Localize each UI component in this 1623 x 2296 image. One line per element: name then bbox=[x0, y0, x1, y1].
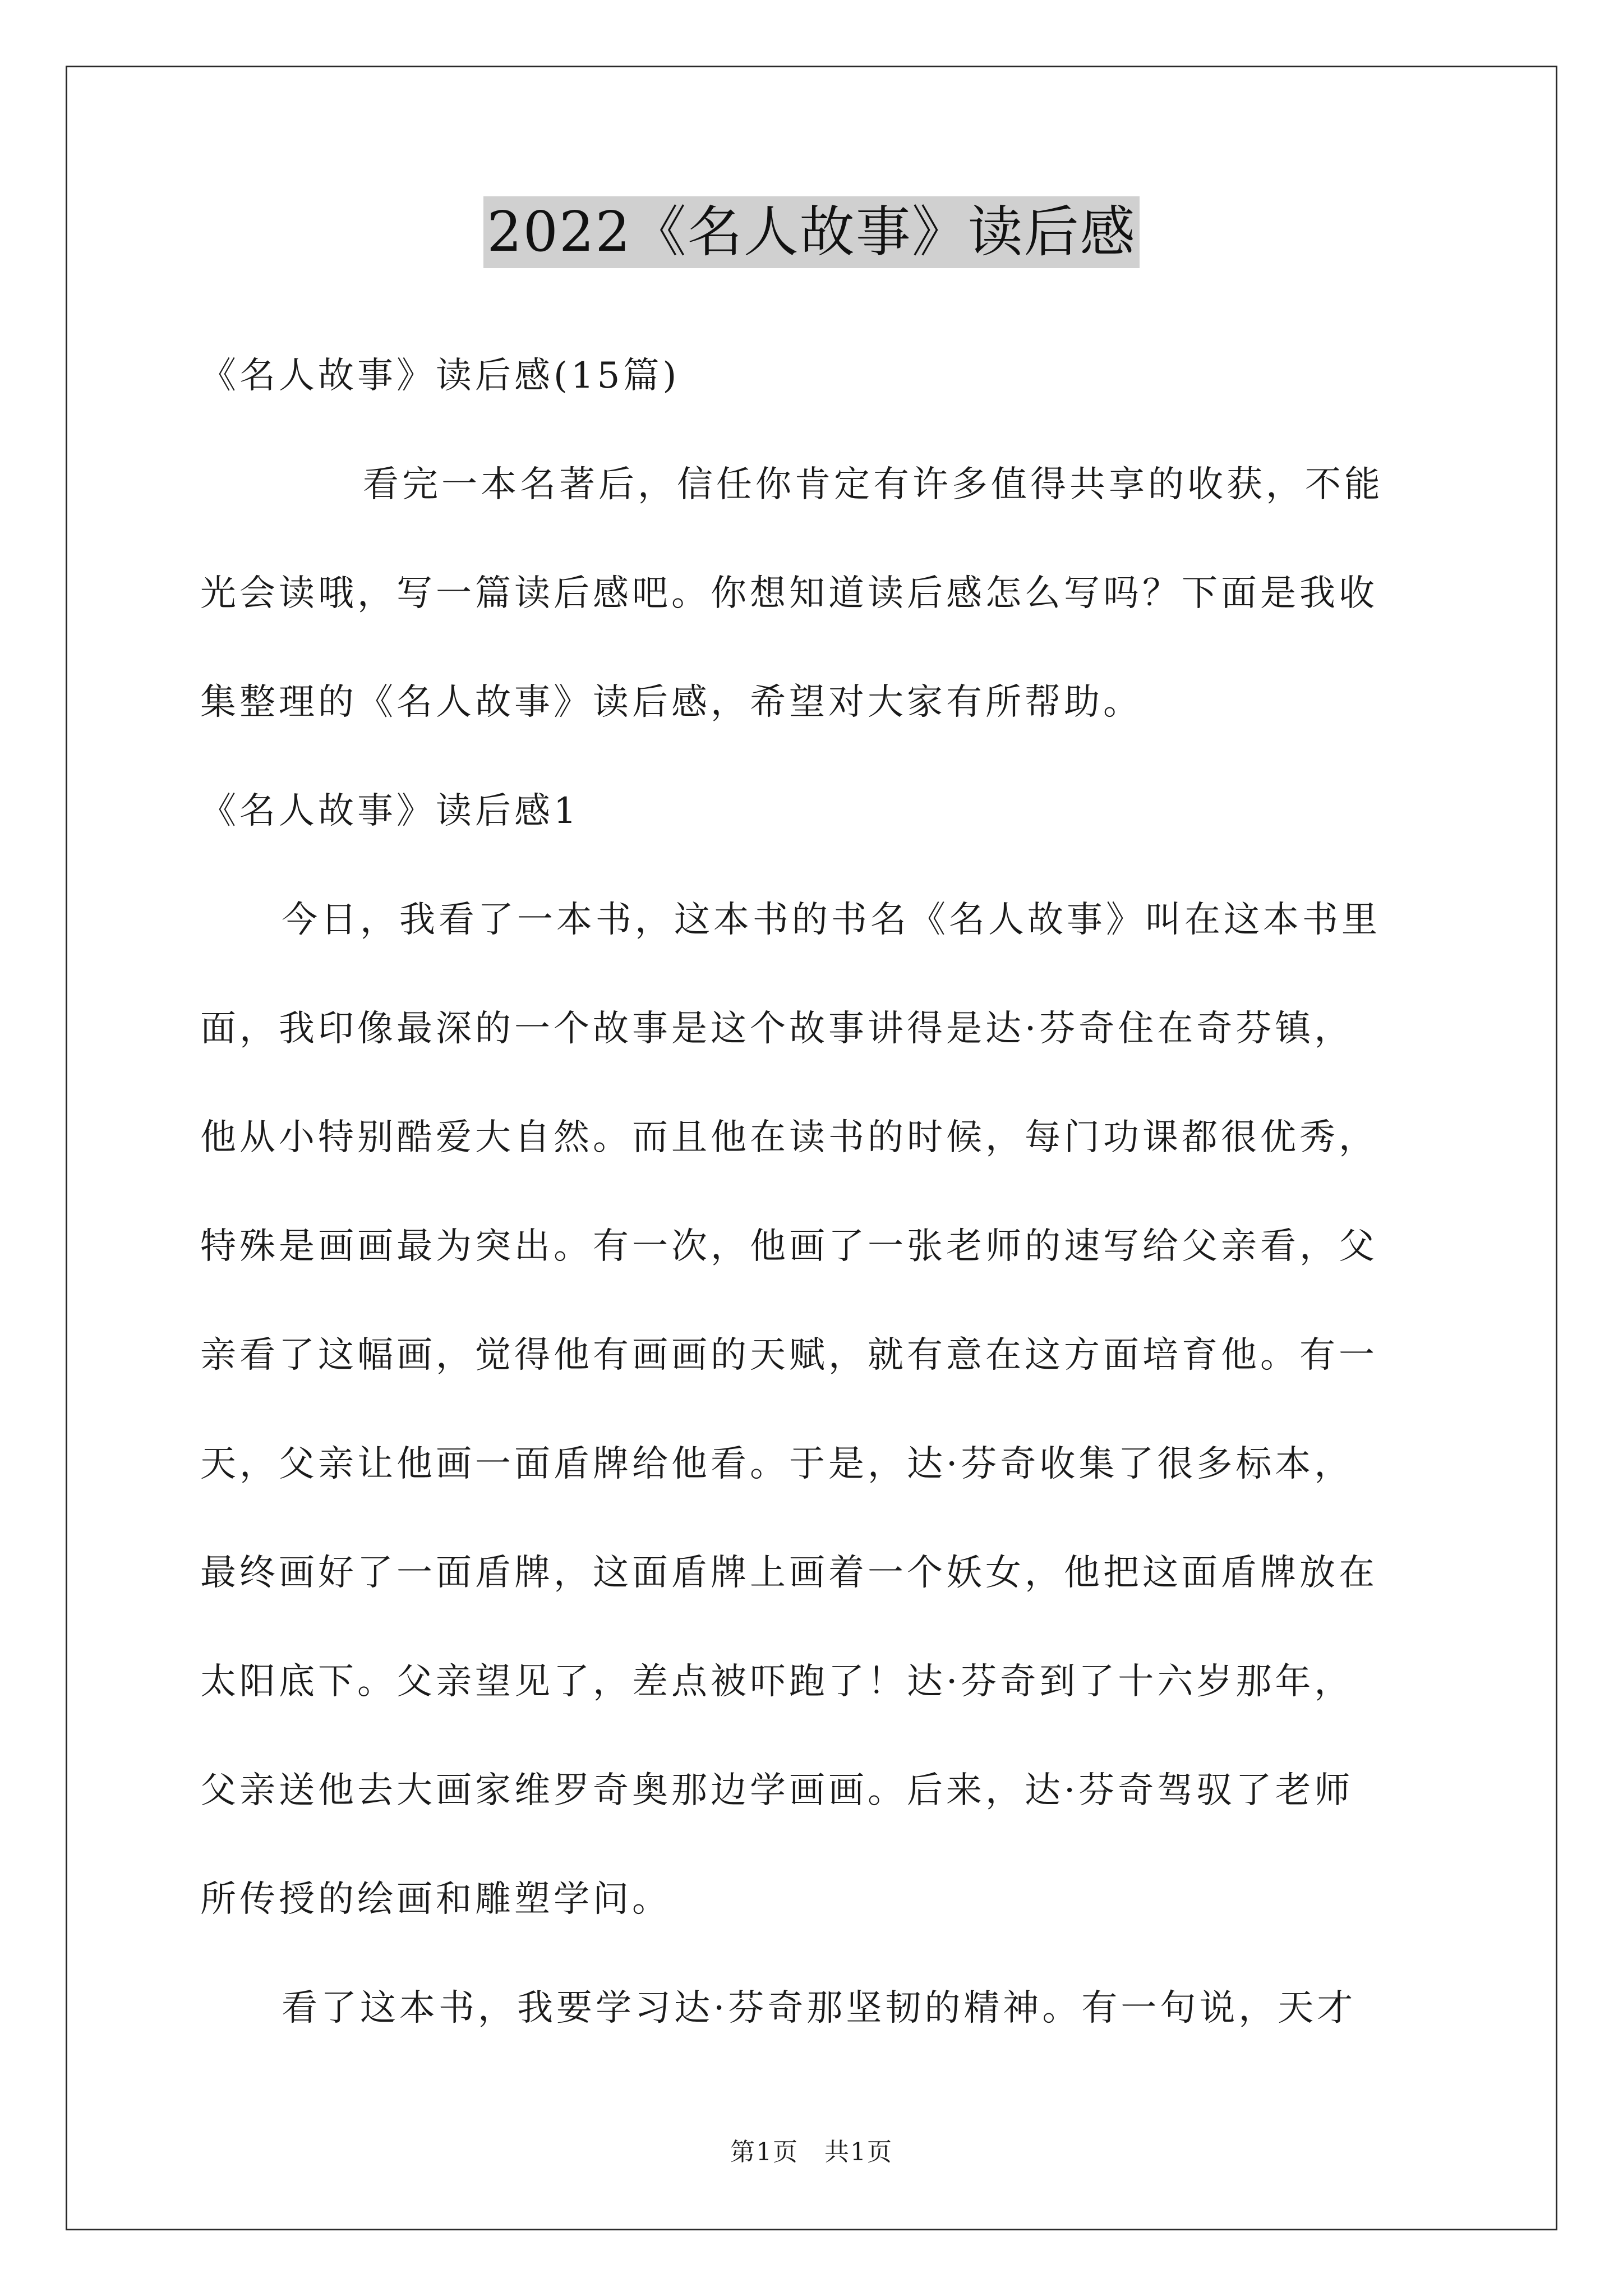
paragraph-line: 看了这本书，我要学习达·芬奇那坚韧的精神。有一句说，天才 bbox=[282, 1987, 1357, 2029]
paragraph-line: 面，我印像最深的一个故事是这个故事讲得是达·芬奇住在奇芬镇， bbox=[200, 1008, 1354, 1050]
intro-line: 光会读哦，写一篇读后感吧。你想知道读后感怎么写吗？下面是我收 bbox=[200, 573, 1378, 614]
paragraph-line: 今日，我看了一本书，这本书的书名《名人故事》叫在这本书里 bbox=[282, 899, 1381, 941]
subtitle: 《名人故事》读后感(15篇) bbox=[200, 355, 680, 397]
paragraph-line: 所传授的绘画和雕塑学问。 bbox=[200, 1879, 671, 1920]
paragraph-line: 他从小特别酷爱大自然。而且他在读书的时候，每门功课都很优秀， bbox=[200, 1117, 1378, 1158]
intro-line: 看完一本名著后，信任你肯定有许多值得共享的收获，不能 bbox=[363, 464, 1384, 505]
page-footer: 第1页 共1页 bbox=[730, 2138, 893, 2166]
paragraph-line: 天，父亲让他画一面盾牌给他看。于是，达·芬奇收集了很多标本， bbox=[200, 1443, 1354, 1485]
intro-line: 集整理的《名人故事》读后感，希望对大家有所帮助。 bbox=[200, 682, 1142, 723]
paragraph-line: 太阳底下。父亲望见了，差点被吓跑了！达·芬奇到了十六岁那年， bbox=[200, 1661, 1354, 1703]
section-heading: 《名人故事》读后感1 bbox=[200, 790, 580, 832]
paragraph-line: 亲看了这幅画，觉得他有画画的天赋，就有意在这方面培育他。有一 bbox=[200, 1335, 1378, 1376]
paragraph-line: 特殊是画画最为突出。有一次，他画了一张老师的速写给父亲看，父 bbox=[200, 1226, 1378, 1267]
paragraph-line: 最终画好了一面盾牌，这面盾牌上画着一个妖女，他把这面盾牌放在 bbox=[200, 1552, 1378, 1594]
paragraph-line: 父亲送他去大画家维罗奇奥那边学画画。后来，达·芬奇驾驭了老师 bbox=[200, 1770, 1354, 1811]
document-title: 2022《名人故事》读后感 bbox=[483, 196, 1139, 268]
title-container bbox=[0, 196, 1623, 268]
